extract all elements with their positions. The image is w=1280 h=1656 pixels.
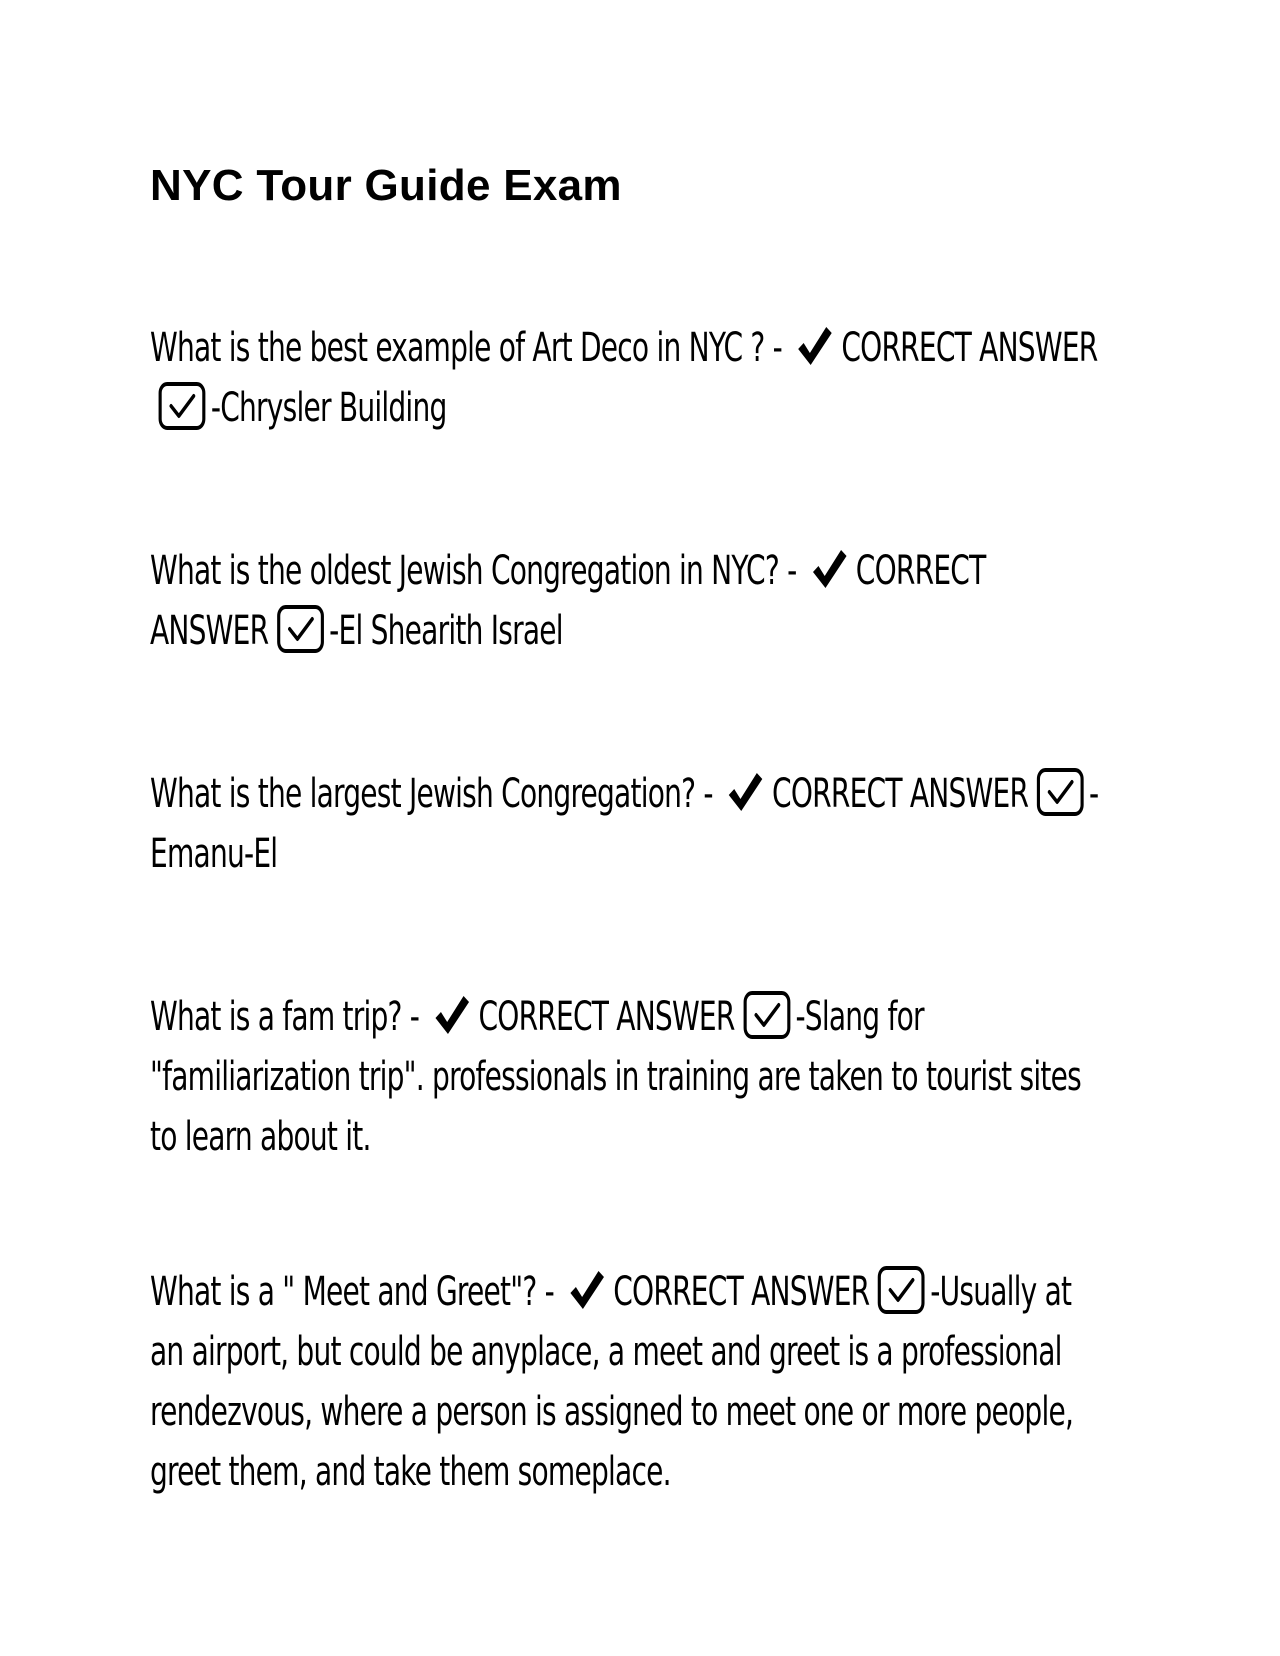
- qa-item: [150, 541, 1109, 661]
- heavy-check-mark-icon: [811, 548, 848, 592]
- question-text: What is a " Meet and Greet"? -: [150, 1269, 554, 1315]
- checked-box-icon: [158, 381, 206, 431]
- question-text: What is a fam trip? -: [150, 994, 420, 1040]
- heavy-check-mark-icon: [433, 994, 470, 1038]
- answer-text: -Slang for "familiarization trip". professionals in training are taken to tourist sites to learn about it.: [150, 994, 1081, 1160]
- checked-box-icon: [742, 990, 790, 1040]
- checked-box-icon: [877, 1265, 925, 1315]
- question-text: What is the largest Jewish Congregation? -: [150, 771, 713, 817]
- heavy-check-mark-icon: [796, 325, 833, 369]
- correct-answer-label: CORRECT ANSWER: [478, 994, 735, 1040]
- answer-text: -Usually at an airport, but could be anyplace, a meet and greet is a professional rendezvous, where a person is assigned to meet one or more people, greet them, and take them someplace.: [150, 1269, 1074, 1495]
- answer-text: -Chrysler Building: [210, 385, 447, 431]
- question-text: What is the best example of Art Deco in NYC ? -: [150, 325, 783, 371]
- heavy-check-mark-icon: [568, 1269, 605, 1313]
- correct-answer-label: CORRECT ANSWER: [613, 1269, 870, 1315]
- qa-item: [150, 764, 1109, 884]
- answer-text: -El Shearith Israel: [329, 608, 563, 654]
- checked-box-icon: [1036, 767, 1084, 817]
- heavy-check-mark-icon: [727, 771, 764, 815]
- qa-item: [150, 318, 1109, 438]
- correct-answer-label: CORRECT ANSWER: [150, 548, 986, 654]
- qa-item: [150, 1262, 1109, 1502]
- question-text: What is the oldest Jewish Congregation in NYC? -: [150, 548, 797, 594]
- correct-answer-label: CORRECT ANSWER: [841, 325, 1098, 371]
- correct-answer-label: CORRECT ANSWER: [772, 771, 1029, 817]
- checked-box-icon: [276, 604, 324, 654]
- qa-item: [150, 987, 1109, 1167]
- page-title: NYC Tour Guide Exam: [150, 161, 622, 210]
- answer-text: -Emanu-El: [150, 771, 1099, 877]
